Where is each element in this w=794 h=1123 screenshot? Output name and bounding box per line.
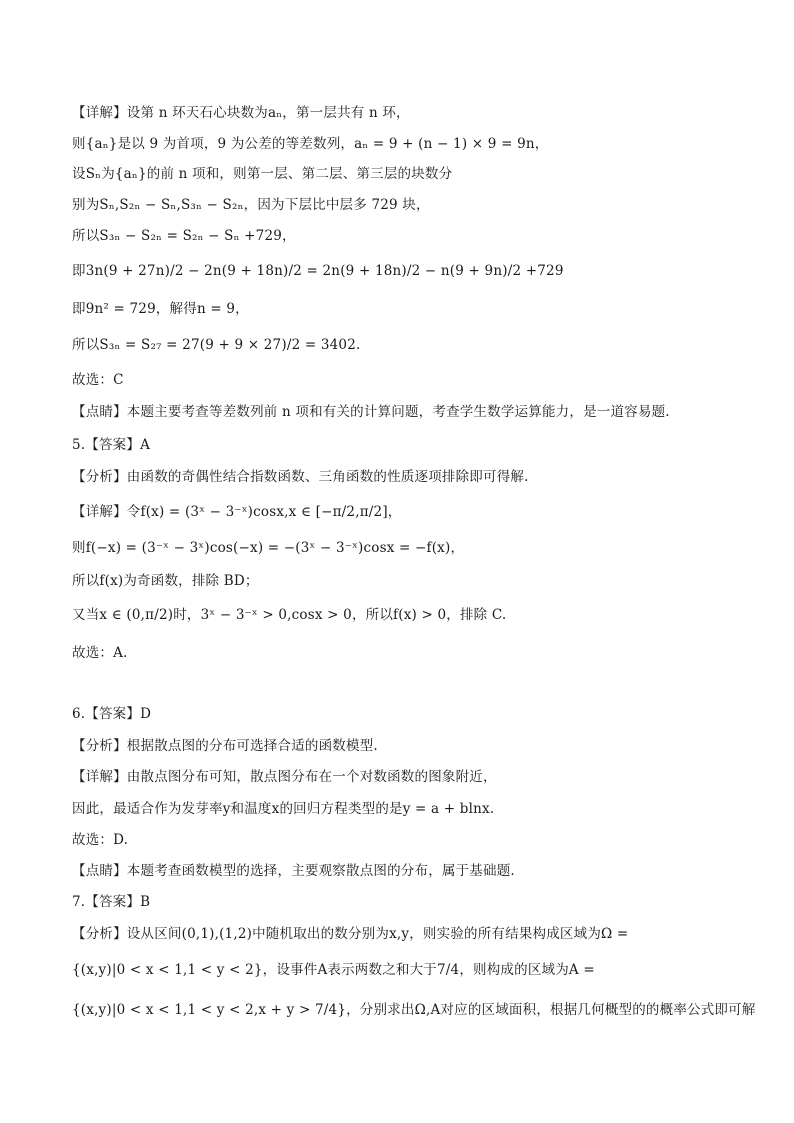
text-line: 别为Sₙ,S₂ₙ − Sₙ,S₃ₙ − S₂ₙ，因为下层比中层多 729 块，: [72, 197, 430, 213]
text-line: 所以S₃ₙ = S₂₇ = 27(9 + 9 × 27)/2 = 3402.: [72, 337, 361, 353]
text-line: 【详解】由散点图分布可知，散点图分布在一个对数函数的图象附近，: [72, 769, 497, 785]
text-line: 【点睛】本题主要考查等差数列前 n 项和有关的计算问题，考查学生数学运算能力，是一道容易题.: [72, 404, 670, 420]
text-line: 【点睛】本题考查函数模型的选择，主要观察散点图的分布，属于基础题.: [72, 863, 515, 879]
text-line: {(x,y)|0 < x < 1,1 < y < 2}，设事件A表示两数之和大于7/4，则构成的区域为A =: [72, 962, 595, 978]
text-line: 设Sₙ为{aₙ}的前 n 项和，则第一层、第二层、第三层的块数分: [72, 166, 453, 182]
text-line: 所以S₃ₙ − S₂ₙ = S₂ₙ − Sₙ +729，: [72, 228, 296, 244]
text-line: 7.【答案】B: [72, 894, 151, 910]
text-line: 【详解】设第 n 环天石心块数为aₙ，第一层共有 n 环，: [72, 105, 410, 121]
text-line: {(x,y)|0 < x < 1,1 < y < 2,x + y > 7/4}，分别求出Ω,A对应的区域面积，根据几何概型的的概率公式即可解: [72, 1002, 756, 1018]
text-line: 即3n(9 + 27n)/2 − 2n(9 + 18n)/2 = 2n(9 + 18n)/2 − n(9 + 9n)/2 +729: [72, 263, 564, 279]
text-line: 所以f(x)为奇函数，排除 BD；: [72, 573, 259, 589]
text-line: 故选：A.: [72, 645, 128, 661]
text-line: 【分析】由函数的奇偶性结合指数函数、三角函数的性质逐项排除即可得解.: [72, 469, 529, 485]
text-line: 因此，最适合作为发芽率y和温度x的回归方程类型的是y = a + blnx.: [72, 801, 495, 817]
text-line: 则{aₙ}是以 9 为首项，9 为公差的等差数列，aₙ = 9 + (n − 1) × 9 = 9n，: [72, 136, 549, 152]
text-line: 故选：D.: [72, 832, 129, 848]
text-line: 【分析】设从区间(0,1),(1,2)中随机取出的数分别为x,y，则实验的所有结果构成区域为Ω =: [72, 926, 629, 942]
text-line: 故选：C: [72, 372, 124, 388]
text-line: 即9n² = 729，解得n = 9，: [72, 301, 249, 317]
text-line: 则f(−x) = (3⁻ˣ − 3ˣ)cos(−x) = −(3ˣ − 3⁻ˣ)cosx = −f(x)，: [72, 540, 465, 556]
text-line: 5.【答案】A: [72, 437, 151, 453]
text-line: 【详解】令f(x) = (3ˣ − 3⁻ˣ)cosx,x ∈ [−π/2,π/2]，: [72, 504, 402, 520]
text-line: 【分析】根据散点图的分布可选择合适的函数模型.: [72, 738, 378, 754]
text-line: 又当x ∈ (0,π/2)时，3ˣ − 3⁻ˣ > 0,cosx > 0，所以f(x) > 0，排除 C.: [72, 607, 507, 623]
text-line: 6.【答案】D: [72, 706, 152, 722]
